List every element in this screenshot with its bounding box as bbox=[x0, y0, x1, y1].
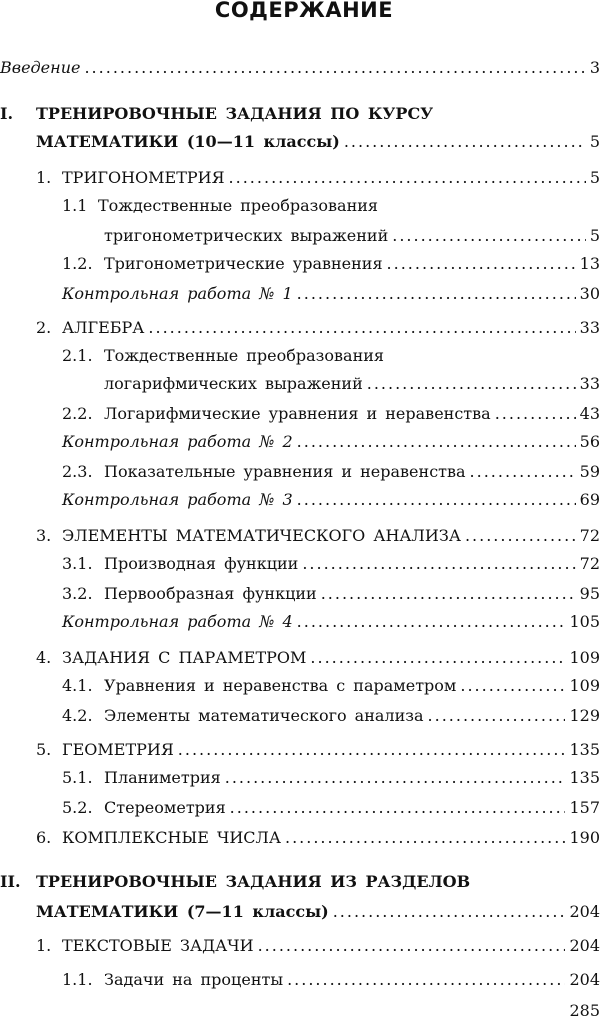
toc-entry-page: 59 bbox=[579, 462, 600, 481]
toc-entry-page: 5 bbox=[589, 132, 600, 151]
toc-entry-title: Планиметрия bbox=[104, 768, 221, 787]
toc-entry bbox=[62, 490, 600, 510]
toc-entry-number: 3.2. bbox=[62, 584, 93, 603]
toc-entry-page: 204 bbox=[569, 970, 600, 989]
toc-entry-title: Контрольная работа № 2 bbox=[62, 432, 293, 451]
toc-entry-number: 4.2. bbox=[62, 706, 93, 725]
toc-entry bbox=[62, 970, 600, 990]
toc-entry-number: 3.1. bbox=[62, 554, 93, 573]
toc-entry bbox=[0, 104, 600, 124]
toc-entry-page: 69 bbox=[579, 490, 600, 509]
dot-leader bbox=[285, 828, 565, 848]
dot-leader bbox=[344, 132, 586, 152]
toc-entry bbox=[36, 936, 600, 956]
toc-entry-title: Контрольная работа № 3 bbox=[62, 490, 293, 509]
toc-entry-page: 105 bbox=[569, 612, 600, 631]
dot-leader bbox=[230, 798, 566, 818]
toc-entry bbox=[36, 740, 600, 760]
toc-entry-title: Тождественные преобразования bbox=[98, 196, 378, 215]
dot-leader bbox=[310, 648, 565, 668]
toc-entry-title: МАТЕМАТИКИ (7—11 классы) bbox=[36, 902, 329, 921]
toc-entry bbox=[62, 432, 600, 452]
toc-entry-page: 204 bbox=[569, 902, 600, 921]
toc-entry-page: 56 bbox=[579, 432, 600, 451]
toc-entry-page: 109 bbox=[569, 676, 600, 695]
toc-entry-title: Уравнения и неравенства с параметром bbox=[104, 676, 457, 695]
toc-entry-number: 4.1. bbox=[62, 676, 93, 695]
toc-entry-title: Задачи на проценты bbox=[104, 970, 284, 989]
dot-leader bbox=[470, 462, 576, 482]
toc-entry-page: 33 bbox=[579, 318, 600, 337]
toc-entry-page: 72 bbox=[579, 554, 600, 573]
toc-entry-number: 4. bbox=[36, 648, 52, 667]
toc-entry bbox=[62, 254, 600, 274]
dot-leader bbox=[302, 554, 575, 574]
dot-leader bbox=[297, 284, 576, 304]
toc-entry-number: 2.2. bbox=[62, 404, 93, 423]
toc-entry bbox=[62, 706, 600, 726]
dot-leader bbox=[148, 318, 575, 338]
toc-entry-page: 135 bbox=[569, 768, 600, 787]
toc-entry-page: 43 bbox=[579, 404, 600, 423]
toc-entry bbox=[36, 526, 600, 546]
toc-entry bbox=[62, 612, 600, 632]
toc-entry-number: 2. bbox=[36, 318, 52, 337]
toc-entry-title: Логарифмические уравнения и неравенства bbox=[104, 404, 491, 423]
toc-entry bbox=[62, 196, 600, 216]
toc-entry bbox=[62, 346, 600, 366]
toc-entry bbox=[104, 374, 600, 394]
page-title: СОДЕРЖАНИЕ bbox=[214, 0, 394, 22]
dot-leader bbox=[297, 432, 576, 452]
toc-entry-title: Контрольная работа № 1 bbox=[62, 284, 293, 303]
dot-leader bbox=[178, 740, 566, 760]
dot-leader bbox=[428, 706, 566, 726]
toc-entry-page: 13 bbox=[579, 254, 600, 273]
toc-entry-title: ЭЛЕМЕНТЫ МАТЕМАТИЧЕСКОГО АНАЛИЗА bbox=[62, 526, 461, 545]
toc-entry-number: I. bbox=[0, 104, 14, 123]
toc-entry-number: 1.1. bbox=[62, 970, 93, 989]
toc-entry-page: 72 bbox=[579, 526, 600, 545]
toc-entry-number: 2.3. bbox=[62, 462, 93, 481]
dot-leader bbox=[287, 970, 565, 990]
toc-entry bbox=[36, 318, 600, 338]
toc-entry-title: Контрольная работа № 4 bbox=[62, 612, 293, 631]
toc-entry-number: 5.1. bbox=[62, 768, 93, 787]
toc-entry-page: 129 bbox=[569, 706, 600, 725]
toc-entry-title: Производная функции bbox=[104, 554, 299, 573]
toc-entry-page: 95 bbox=[579, 584, 600, 603]
toc-entry-title: ЗАДАНИЯ С ПАРАМЕТРОМ bbox=[62, 648, 307, 667]
page-number: 285 bbox=[569, 1001, 600, 1020]
toc-entry-title: Первообразная функции bbox=[104, 584, 317, 603]
toc-entry-title: МАТЕМАТИКИ (10—11 классы) bbox=[36, 132, 340, 151]
toc-entry bbox=[104, 226, 600, 246]
toc-entry-number: 5. bbox=[36, 740, 52, 759]
toc-entry bbox=[62, 462, 600, 482]
toc-entry bbox=[36, 648, 600, 668]
dot-leader bbox=[321, 584, 576, 604]
toc-entry-title: Тождественные преобразования bbox=[104, 346, 384, 365]
dot-leader bbox=[333, 902, 566, 922]
toc-entry bbox=[62, 404, 600, 424]
toc-entry-title: Элементы математического анализа bbox=[104, 706, 424, 725]
toc-entry-title: КОМПЛЕКСНЫЕ ЧИСЛА bbox=[62, 828, 281, 847]
toc-entry bbox=[62, 768, 600, 788]
toc-entry-page: 157 bbox=[569, 798, 600, 817]
toc-entry-number: 1. bbox=[36, 936, 52, 955]
toc-entry-title: Введение bbox=[0, 58, 81, 77]
dot-leader bbox=[460, 676, 565, 696]
toc-entry-number: 1.2. bbox=[62, 254, 93, 273]
toc-entry-number: 2.1. bbox=[62, 346, 93, 365]
toc-entry-title: ТРИГОНОМЕТРИЯ bbox=[62, 168, 225, 187]
toc-entry-page: 3 bbox=[589, 58, 600, 77]
toc-entry-number: II. bbox=[0, 872, 21, 891]
dot-leader bbox=[229, 168, 586, 188]
dot-leader bbox=[367, 374, 576, 394]
toc-entry-title: ТРЕНИРОВОЧНЫЕ ЗАДАНИЯ ИЗ РАЗДЕЛОВ bbox=[36, 872, 471, 891]
toc-entry-page: 204 bbox=[569, 936, 600, 955]
toc-entry-page: 5 bbox=[589, 168, 600, 187]
toc-entry-title: Показательные уравнения и неравенства bbox=[104, 462, 466, 481]
toc-entry-number: 5.2. bbox=[62, 798, 93, 817]
toc-entry-title: тригонометрических выражений bbox=[104, 226, 389, 245]
toc-entry-title: Тригонометрические уравнения bbox=[104, 254, 383, 273]
toc-entry-title: АЛГЕБРА bbox=[62, 318, 145, 337]
toc-entry-title: ТРЕНИРОВОЧНЫЕ ЗАДАНИЯ ПО КУРСУ bbox=[36, 104, 434, 123]
dot-leader bbox=[258, 936, 566, 956]
toc-entry bbox=[36, 168, 600, 188]
toc-entry-page: 109 bbox=[569, 648, 600, 667]
toc-entry-page: 190 bbox=[569, 828, 600, 847]
toc-entry-page: 30 bbox=[579, 284, 600, 303]
toc-entry-number: 1. bbox=[36, 168, 52, 187]
toc-entry bbox=[62, 284, 600, 304]
dot-leader bbox=[225, 768, 566, 788]
toc-entry-title: ТЕКСТОВЫЕ ЗАДАЧИ bbox=[62, 936, 254, 955]
toc-entry-number: 6. bbox=[36, 828, 52, 847]
dot-leader bbox=[495, 404, 576, 424]
dot-leader bbox=[297, 612, 566, 632]
toc-entry bbox=[0, 58, 600, 78]
toc-entry-title: ГЕОМЕТРИЯ bbox=[62, 740, 174, 759]
dot-leader bbox=[387, 254, 576, 274]
toc-entry-title: логарифмических выражений bbox=[104, 374, 363, 393]
toc-entry-title: Стереометрия bbox=[104, 798, 226, 817]
toc-entry-number: 1.1 bbox=[62, 196, 88, 215]
toc-entry-number: 3. bbox=[36, 526, 52, 545]
toc-entry-page: 135 bbox=[569, 740, 600, 759]
dot-leader bbox=[84, 58, 585, 78]
dot-leader bbox=[392, 226, 586, 246]
toc-entry bbox=[36, 902, 600, 922]
toc-entry bbox=[62, 554, 600, 574]
toc-entry bbox=[36, 828, 600, 848]
dot-leader bbox=[465, 526, 576, 546]
toc-entry bbox=[62, 676, 600, 696]
dot-leader bbox=[297, 490, 576, 510]
toc-entry-page: 5 bbox=[589, 226, 600, 245]
toc-entry bbox=[62, 798, 600, 818]
toc-entry bbox=[36, 132, 600, 152]
toc-entry bbox=[62, 584, 600, 604]
toc-entry bbox=[0, 872, 600, 892]
toc-entry-page: 33 bbox=[579, 374, 600, 393]
